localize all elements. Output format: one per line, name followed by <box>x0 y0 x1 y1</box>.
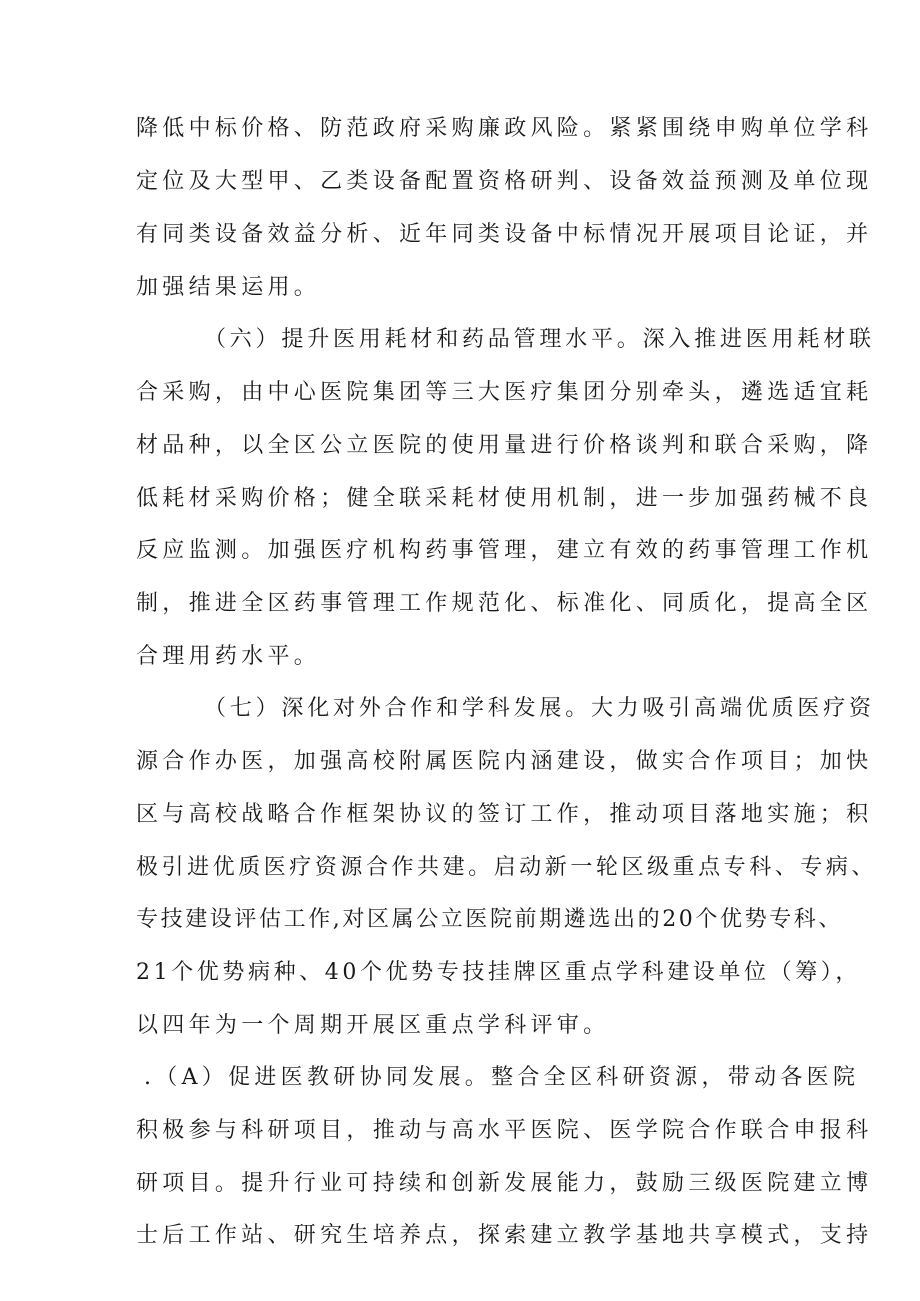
text-line: 制，推进全区药事管理工作规范化、标准化、同质化，提高全区 <box>136 591 873 616</box>
text-line: .（A）促进医教研协同发展。整合全区科研资源，带动各医院 <box>144 1065 860 1090</box>
text-line: 源合作办医，加强高校附属医院内涵建设，做实合作项目；加快 <box>136 749 873 774</box>
text-line: 积极参与科研项目，推动与高水平医院、医学院合作联合申报科 <box>136 1118 873 1143</box>
text-line: 士后工作站、研究生培养点，探索建立教学基地共享模式，支持 <box>136 1223 873 1248</box>
text-line: 研项目。提升行业可持续和创新发展能力，鼓励三级医院建立博 <box>136 1171 873 1196</box>
text-line: 降低中标价格、防范政府采购廉政风险。紧紧围绕申购单位学科 <box>136 116 873 141</box>
text-line: 加强结果运用。 <box>136 275 321 300</box>
text-line: 极引进优质医疗资源合作共建。启动新一轮区级重点专科、专病、 <box>136 855 877 880</box>
text-line: 区与高校战略合作框架协议的签订工作，推动项目落地实施；积 <box>136 802 873 827</box>
text-line: （七）深化对外合作和学科发展。大力吸引高端优质医疗资 <box>204 696 875 721</box>
text-line: 低耗材采购价格；健全联采耗材使用机制，进一步加强药械不良 <box>136 486 873 511</box>
text-line: 专技建设评估工作,对区属公立医院前期遴选出的20个优势专科、 <box>136 907 843 932</box>
text-line: 合采购，由中心医院集团等三大医疗集团分别牵头，遴选适宜耗 <box>136 380 873 405</box>
text-line: 定位及大型甲、乙类设备配置资格研判、设备效益预测及单位现 <box>136 169 873 194</box>
text-line: 以四年为一个周期开展区重点学科评审。 <box>136 1013 610 1038</box>
text-line: 反应监测。加强医疗机构药事管理，建立有效的药事管理工作机 <box>136 538 873 563</box>
text-line: 材品种，以全区公立医院的使用量进行价格谈判和联合采购，降 <box>136 433 873 458</box>
text-line: 合理用药水平。 <box>136 644 321 669</box>
text-line: （六）提升医用耗材和药品管理水平。深入推进医用耗材联 <box>204 327 875 352</box>
text-line: 有同类设备效益分析、近年同类设备中标情况开展项目论证，并 <box>136 222 873 247</box>
text-line: 21个优势病种、40个优势专技挂牌区重点学科建设单位（筹）， <box>136 960 861 985</box>
